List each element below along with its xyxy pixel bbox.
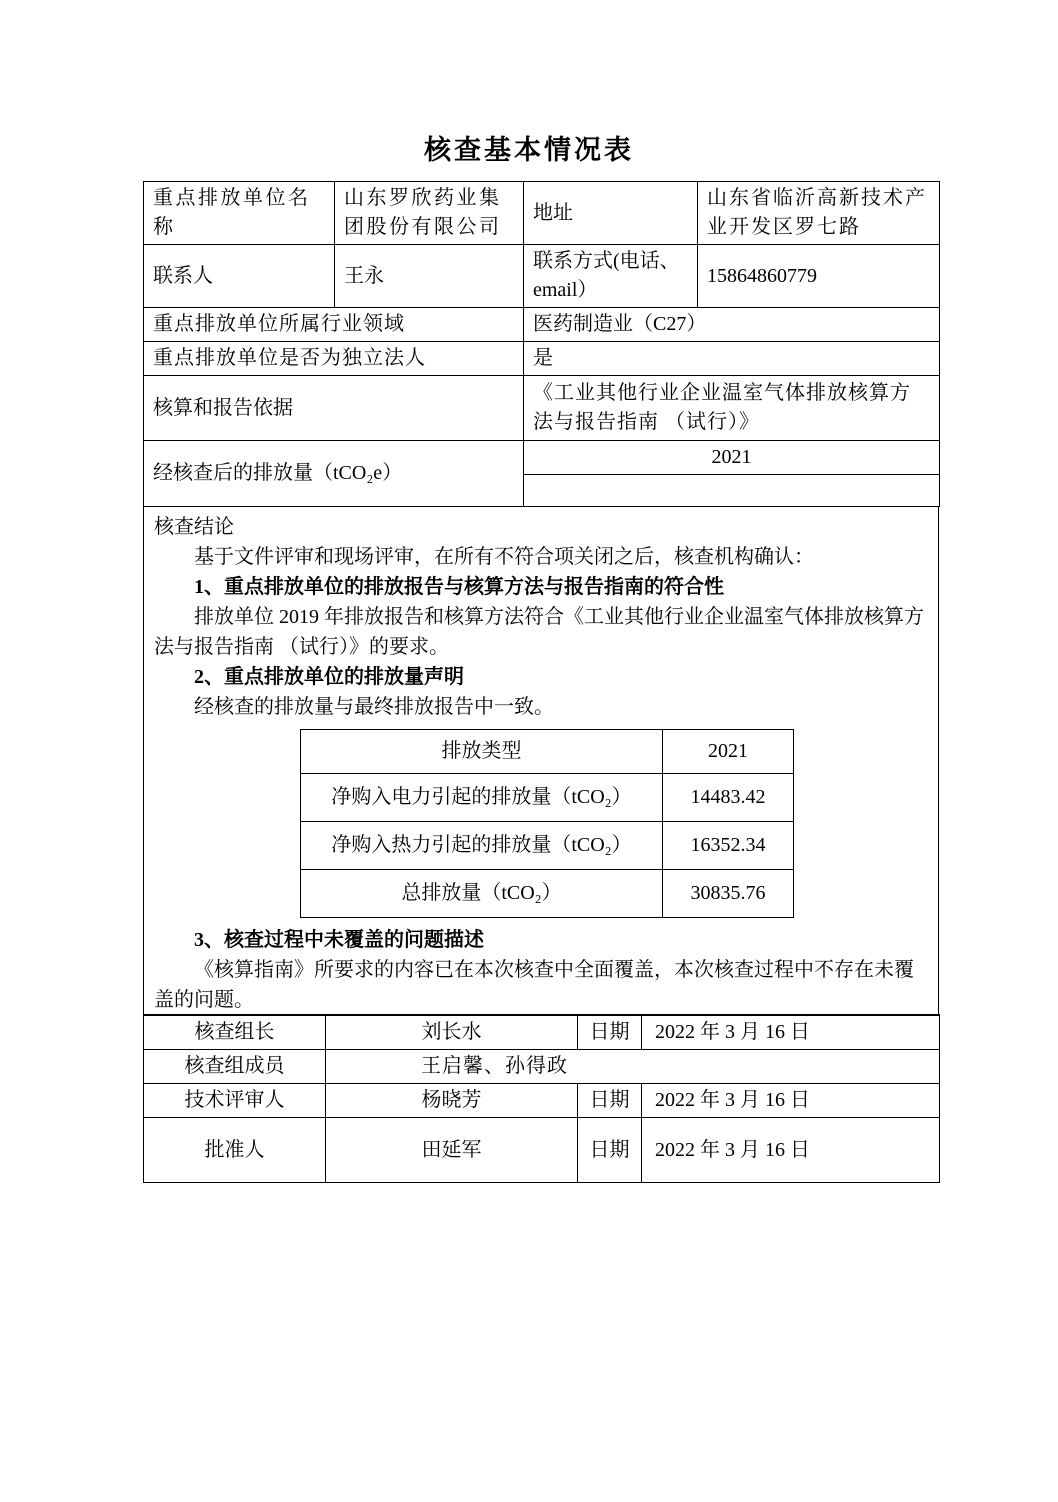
approver-name: 田延军 [326, 1118, 578, 1183]
emissions-header-row [301, 729, 794, 773]
row-legal-entity [144, 342, 940, 376]
technical-reviewer-date-label: 日期 [578, 1084, 642, 1118]
contact-label: 联系人 [144, 245, 335, 308]
basic-info-table [143, 181, 940, 507]
row-team-members [144, 1050, 940, 1084]
document-title: 核查基本情况表 [424, 135, 634, 165]
contact-name-value: 王永 [335, 245, 524, 308]
emissions-year-header: 2021 [663, 729, 794, 773]
basis-label: 核算和报告依据 [144, 376, 524, 441]
emissions-row-electricity [301, 773, 794, 821]
unit-name-label: 重点排放单位名称 [144, 182, 335, 245]
technical-reviewer-date: 2022 年 3 月 16 日 [642, 1084, 940, 1118]
industry-label: 重点排放单位所属行业领域 [144, 308, 524, 342]
conclusion-table [143, 506, 939, 1016]
row-unit-name [144, 182, 940, 245]
conclusion-item1-body: 排放单位 2019 年排放报告和核算方法符合《工业其他行业企业温室气体排放核算方法与报告指南 （试行）》的要求。 [154, 605, 924, 658]
row-verified-emission [144, 441, 940, 475]
heat-emission-label: 净购入热力引起的排放量（tCO₂） [301, 821, 663, 869]
total-emission-value: 30835.76 [663, 869, 794, 917]
team-members-label: 核查组成员 [144, 1050, 326, 1084]
emissions-row-heat [301, 821, 794, 869]
industry-value: 医药制造业（C27） [524, 308, 940, 342]
conclusion-intro: 基于文件评审和现场评审，在所有不符合项关闭之后，核查机构确认： [194, 545, 814, 568]
legal-entity-label: 重点排放单位是否为独立法人 [144, 342, 524, 376]
conclusion-item2-body: 经核查的排放量与最终排放报告中一致。 [194, 695, 554, 718]
row-industry [144, 308, 940, 342]
team-leader-name: 刘长水 [326, 1015, 578, 1050]
team-members-names: 王启馨、孙得政 [326, 1050, 940, 1084]
unit-name-value: 山东罗欣药业集团股份有限公司 [335, 182, 524, 245]
conclusion-heading: 核查结论 [154, 515, 234, 538]
signoff-table [143, 1014, 940, 1183]
conclusion-item3-title: 3、核查过程中未覆盖的问题描述 [194, 928, 484, 951]
address-label: 地址 [524, 182, 698, 245]
address-value: 山东省临沂高新技术产业开发区罗七路 [698, 182, 940, 245]
basis-value: 《工业其他行业企业温室气体排放核算方法与报告指南 （试行）》 [524, 376, 940, 441]
emissions-type-header: 排放类型 [301, 729, 663, 773]
team-leader-date-label: 日期 [578, 1015, 642, 1050]
electricity-emission-label: 净购入电力引起的排放量（tCO₂） [301, 773, 663, 821]
conclusion-cell [144, 506, 939, 1015]
conclusion-item2-title: 2、重点排放单位的排放量声明 [194, 665, 464, 688]
contact-phone-value: 15864860779 [698, 245, 940, 308]
verified-emission-label: 经核查后的排放量（tCO₂e） [144, 441, 524, 507]
legal-entity-value: 是 [524, 342, 940, 376]
technical-reviewer-label: 技术评审人 [144, 1084, 326, 1118]
emissions-table [300, 729, 794, 918]
team-leader-label: 核查组长 [144, 1015, 326, 1050]
team-leader-date: 2022 年 3 月 16 日 [642, 1015, 940, 1050]
approver-label: 批准人 [144, 1118, 326, 1183]
verified-year-value: 2021 [524, 441, 940, 475]
approver-date: 2022 年 3 月 16 日 [642, 1118, 940, 1183]
technical-reviewer-name: 杨晓芳 [326, 1084, 578, 1118]
row-basis [144, 376, 940, 441]
tables-container [143, 181, 939, 1183]
row-conclusion [144, 506, 939, 1015]
emissions-row-total [301, 869, 794, 917]
row-team-leader [144, 1015, 940, 1050]
verified-emission-value [524, 475, 940, 507]
row-contact [144, 245, 940, 308]
electricity-emission-value: 14483.42 [663, 773, 794, 821]
row-approver [144, 1118, 940, 1183]
heat-emission-value: 16352.34 [663, 821, 794, 869]
conclusion-item1-title: 1、重点排放单位的排放报告与核算方法与报告指南的符合性 [194, 575, 724, 598]
conclusion-item3-body: 《核算指南》所要求的内容已在本次核查中全面覆盖，本次核查过程中不存在未覆盖的问题。 [154, 958, 914, 1011]
total-emission-label: 总排放量（tCO₂） [301, 869, 663, 917]
row-technical-reviewer [144, 1084, 940, 1118]
contact-method-label: 联系方式(电话、email） [524, 245, 698, 308]
approver-date-label: 日期 [578, 1118, 642, 1183]
